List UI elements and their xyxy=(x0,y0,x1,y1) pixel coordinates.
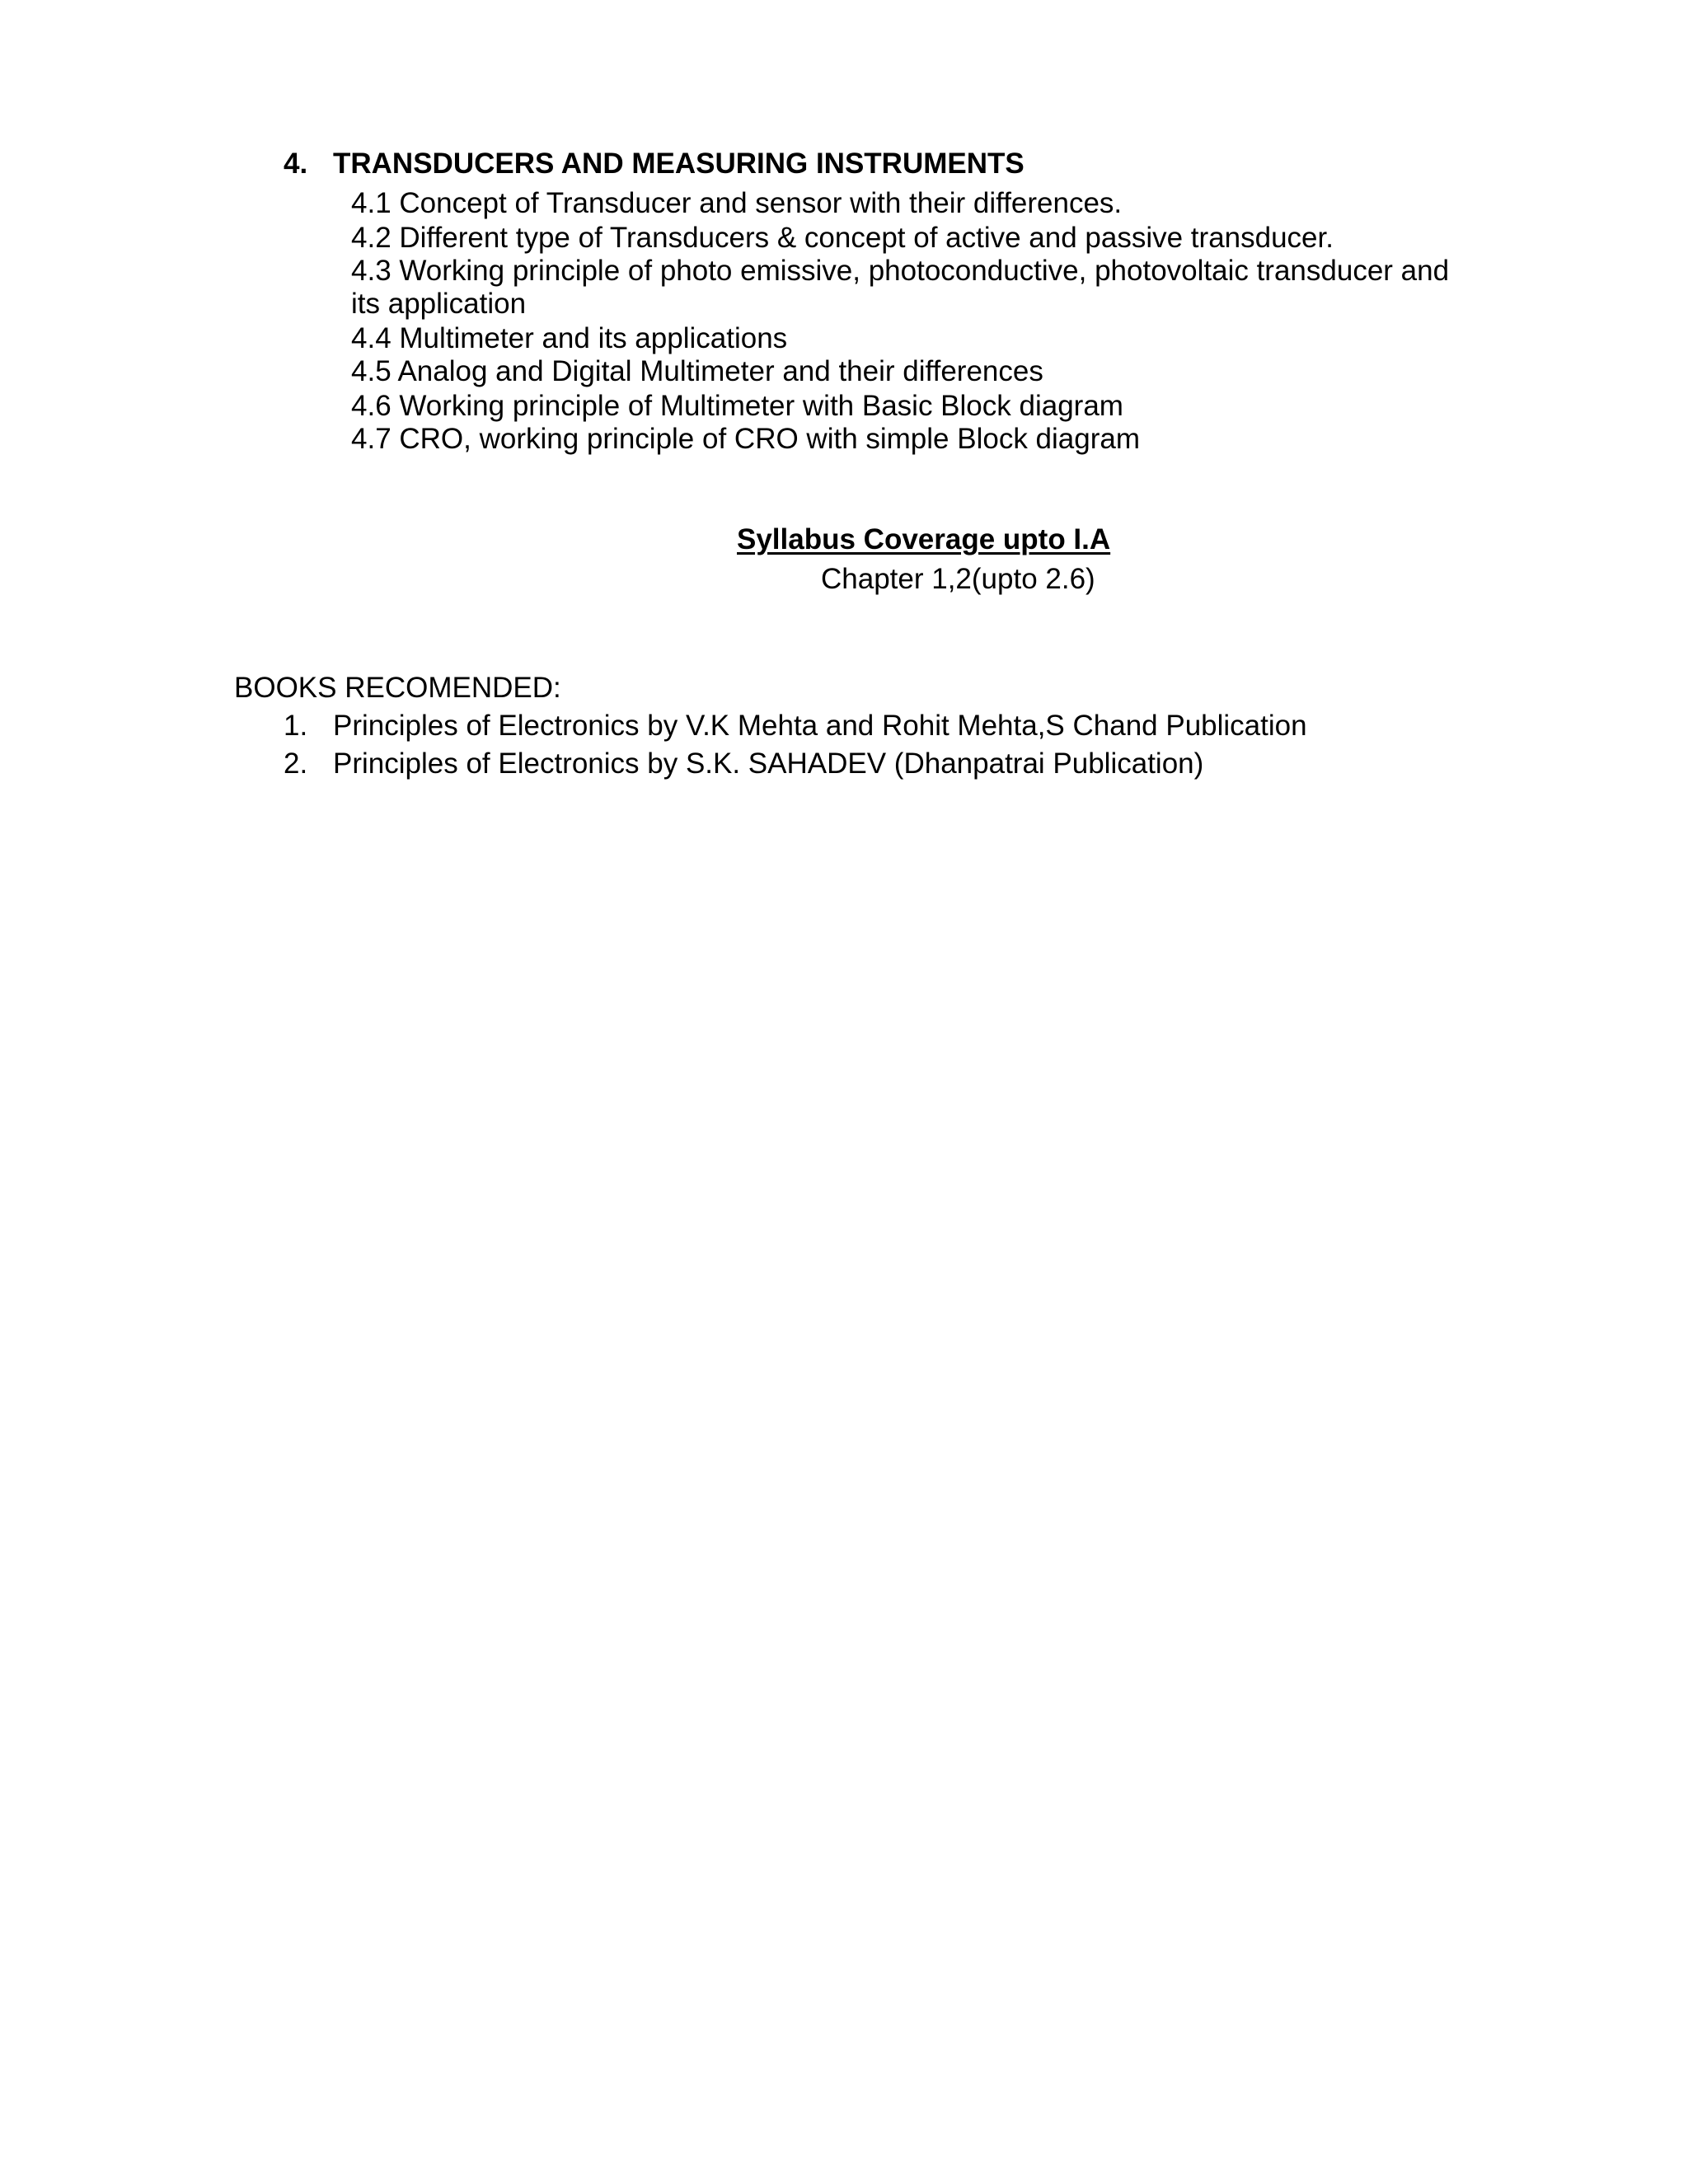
section-item: 4.1 Concept of Transducer and sensor with their differences. xyxy=(351,187,1123,219)
section-item-continuation: its application xyxy=(351,288,527,320)
book-number: 1. xyxy=(284,710,308,742)
book-title: Principles of Electronics by V.K Mehta and Rohit Mehta,S Chand Publication xyxy=(333,710,1307,742)
section-item: 4.2 Different type of Transducers & concept of active and passive transducer. xyxy=(351,222,1334,254)
book-number: 2. xyxy=(284,748,308,780)
book-title: Principles of Electronics by S.K. SAHADEV (Dhanpatrai Publication) xyxy=(333,748,1204,780)
books-heading: BOOKS RECOMENDED: xyxy=(234,672,561,704)
section-item: 4.3 Working principle of photo emissive, photoconductive, photovoltaic transducer and xyxy=(351,255,1450,287)
section-item: 4.6 Working principle of Multimeter with Basic Block diagram xyxy=(351,390,1123,422)
coverage-heading: Syllabus Coverage upto I.A xyxy=(737,523,1111,555)
coverage-detail: Chapter 1,2(upto 2.6) xyxy=(821,563,1095,595)
section-heading xyxy=(284,147,1025,181)
section-item: 4.7 CRO, working principle of CRO with simple Block diagram xyxy=(351,423,1140,455)
section-title: TRANSDUCERS AND MEASURING INSTRUMENTS xyxy=(333,148,1025,180)
section-item: 4.5 Analog and Digital Multimeter and their differences xyxy=(351,355,1043,387)
section-number: 4. xyxy=(284,148,308,180)
book-item xyxy=(284,709,1307,743)
book-item xyxy=(284,747,1203,781)
section-item: 4.4 Multimeter and its applications xyxy=(351,322,788,354)
